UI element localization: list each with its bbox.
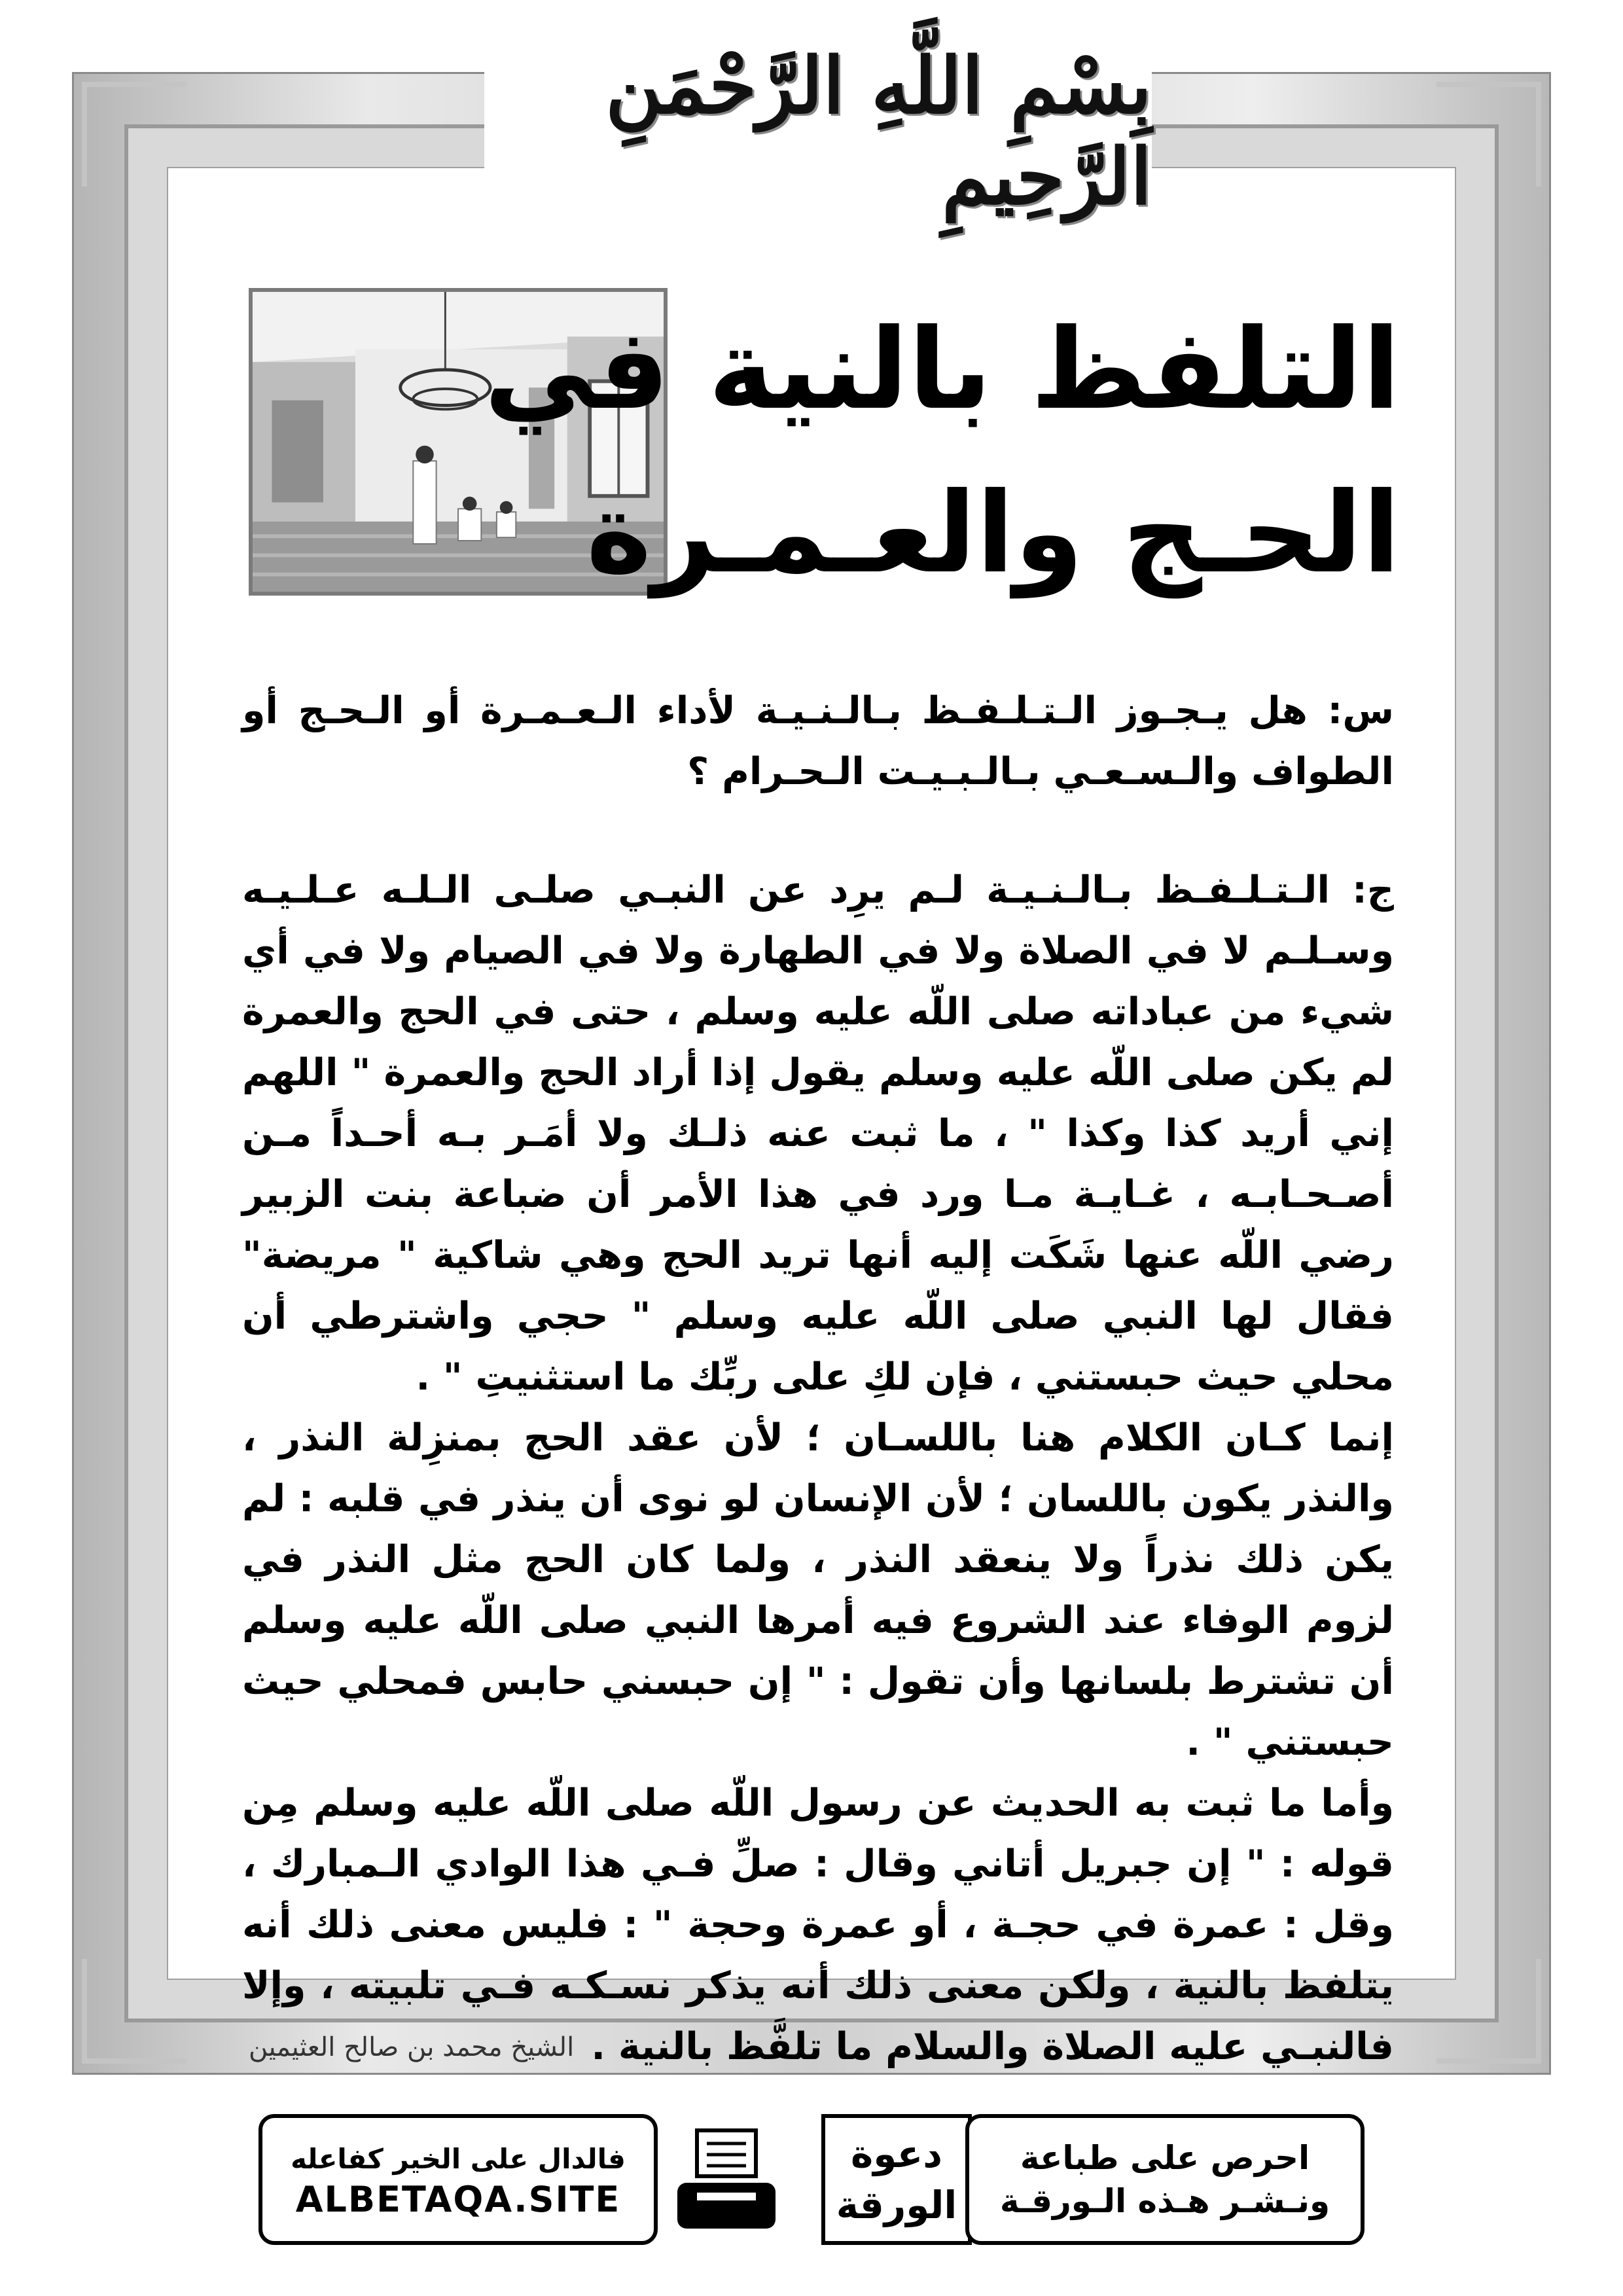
footer-print-note-line-1: احرص على طباعة	[1020, 2139, 1310, 2177]
printer-icon	[674, 2127, 779, 2238]
title-line-2: الحـج والعـمـرة	[586, 469, 1400, 598]
footer-site-box	[259, 2114, 658, 2245]
question-text: س: هل يـجـوز الـتـلـفـظ بـالـنـيـة لأداء الـعـمـرة أو الـحـج أو الطواف والـسـعـي بـالـبـيـت الـحـرام ؟	[242, 689, 1394, 793]
footer-print-note-box	[965, 2114, 1364, 2245]
page-title	[484, 288, 1400, 615]
dawat-alwaraqa-logo	[821, 2114, 972, 2245]
logo-line-2: الورقة	[836, 2183, 957, 2227]
author-signature: الشيخ محمد بن صالح العثيمين	[249, 2032, 575, 2062]
answer-paragraph-3: وأما ما ثبت به الحديث عن رسول اللّه صلى اللّه عليه وسلم مِن قوله : " إن جبريل أتاني وقال : صلِّ فـي هذا الوادي الـمبارك ، وقل : عمرة في حجـة ، أو عمرة وحجة " : فليس معنى ذلك أنه يتلفظ بالنية ، ولكن معنى ذلك أنه يذكر نسـكـه فـي تلبيته ، وإلا فالنبـي عليه الصلاة والسلام ما تلفَّظ بالنية .	[242, 1782, 1394, 2068]
article-body	[242, 681, 1394, 2077]
title-line-1: التلفظ بالنية في	[484, 305, 1400, 435]
answer-paragraph-1: ج: الـتـلـفـظ بـالـنـيـة لـم يرِد عن النبـي صلـى الـلـه عـلـيـه وسـلـم لا في الصلاة ولا في الطهارة ولا في الصيام ولا في أي شيء من عباداته صلى اللّه عليه وسلم ، حتى في الحج والعمرة لم يكن صلى اللّه عليه وسلم يقول إذا أراد الحج والعمرة " اللهم إني أريد كذا وكذا " ، ما ثبت عنه ذلـك ولا أمَـر بـه أحـداً مـن أصـحـابـه ، غـايـة مـا ورد في هذا الأمر أن ضباعة بنت الزبير رضي اللّه عنها شَكَت إليه أنها تريد الحج وهي شاكية " مريضة" فقال لها النبي صلى اللّه عليه وسلم " حجي واشترطي أن محلي حيث حبستني ، فإن لكِ على ربِّك ما استثنيتِ " .	[242, 869, 1394, 1399]
footer-site-link[interactable]: ALBETAQA.SITE	[295, 2178, 621, 2220]
footer-bar	[259, 2114, 1364, 2251]
basmala-calligraphy: بِسْمِ اللَّهِ الرَّحْمَنِ الرَّحِيمِ	[484, 39, 1152, 223]
footer-motto: فالدال على الخير كفاعله	[291, 2142, 626, 2175]
logo-line-1: دعوة	[851, 2132, 942, 2176]
answer-paragraph-2: إنما كـان الكلام هنا باللسـان ؛ لأن عقد الحج بمنزِلة النذر ، والنذر يكون باللسان ؛ لأن الإنسان لو نوى أن ينذر في قلبه : لم يكن ذلك نذراً ولا ينعقد النذر ، ولما كان الحج مثل النذر في لزوم الوفاء عند الشروع فيه أمرها النبي صلى اللّه عليه وسلم أن تشترط بلسانها وأن تقول : " إن حبسني حابس فمحلي حيث حبستني " .	[242, 1416, 1394, 1764]
footer-print-note-line-2: ونـشـر هـذه الـورقـة	[999, 2182, 1330, 2220]
